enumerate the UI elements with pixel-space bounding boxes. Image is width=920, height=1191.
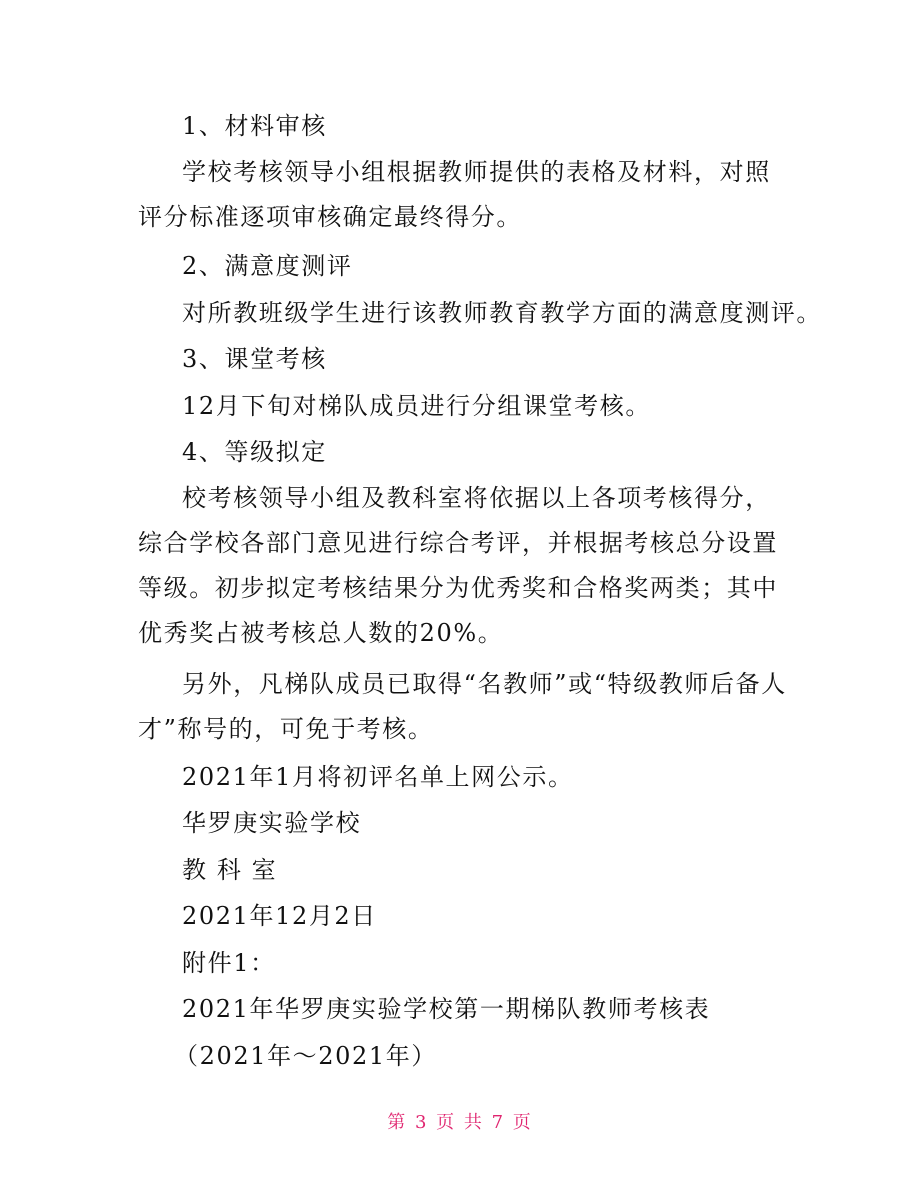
- attachment-label: 附件1：: [182, 949, 276, 977]
- heading-satisfaction-survey: 2、满意度测评: [182, 252, 353, 280]
- attachment-period: （2021年～2021年）: [174, 1042, 437, 1070]
- page-number-footer: 第 3 页 共 7 页: [387, 1112, 533, 1133]
- signature-school-name: 华罗庚实验学校: [182, 809, 362, 837]
- paragraph-publication: 2021年1月将初评名单上网公示。: [182, 763, 574, 791]
- heading-material-review: 1、材料审核: [182, 112, 327, 140]
- signature-department: 教 科 室: [182, 856, 278, 884]
- signature-date: 2021年12月2日: [182, 902, 377, 930]
- attachment-title: 2021年华罗庚实验学校第一期梯队教师考核表: [182, 995, 711, 1023]
- paragraph-material-review: 学校考核领导小组根据教师提供的表格及材料，对照评分标准逐项审核确定最终得分。: [138, 158, 771, 231]
- paragraph-classroom-assessment: 12月下旬对梯队成员进行分组课堂考核。: [182, 392, 651, 420]
- heading-classroom-assessment: 3、课堂考核: [182, 345, 327, 373]
- paragraph-grade-determination: 校考核领导小组及教科室将依据以上各项考核得分，综合学校各部门意见进行综合考评，并根据考核总分设置等级。初步拟定考核结果分为优秀奖和合格奖两类；其中优秀奖占被考核总人数的20%。: [138, 484, 778, 647]
- paragraph-exemption: 另外，凡梯队成员已取得“名教师”或“特级教师后备人才”称号的，可免于考核。: [138, 670, 787, 743]
- heading-grade-determination: 4、等级拟定: [182, 438, 327, 466]
- paragraph-satisfaction-survey: 对所教班级学生进行该教师教育教学方面的满意度测评。: [182, 299, 822, 327]
